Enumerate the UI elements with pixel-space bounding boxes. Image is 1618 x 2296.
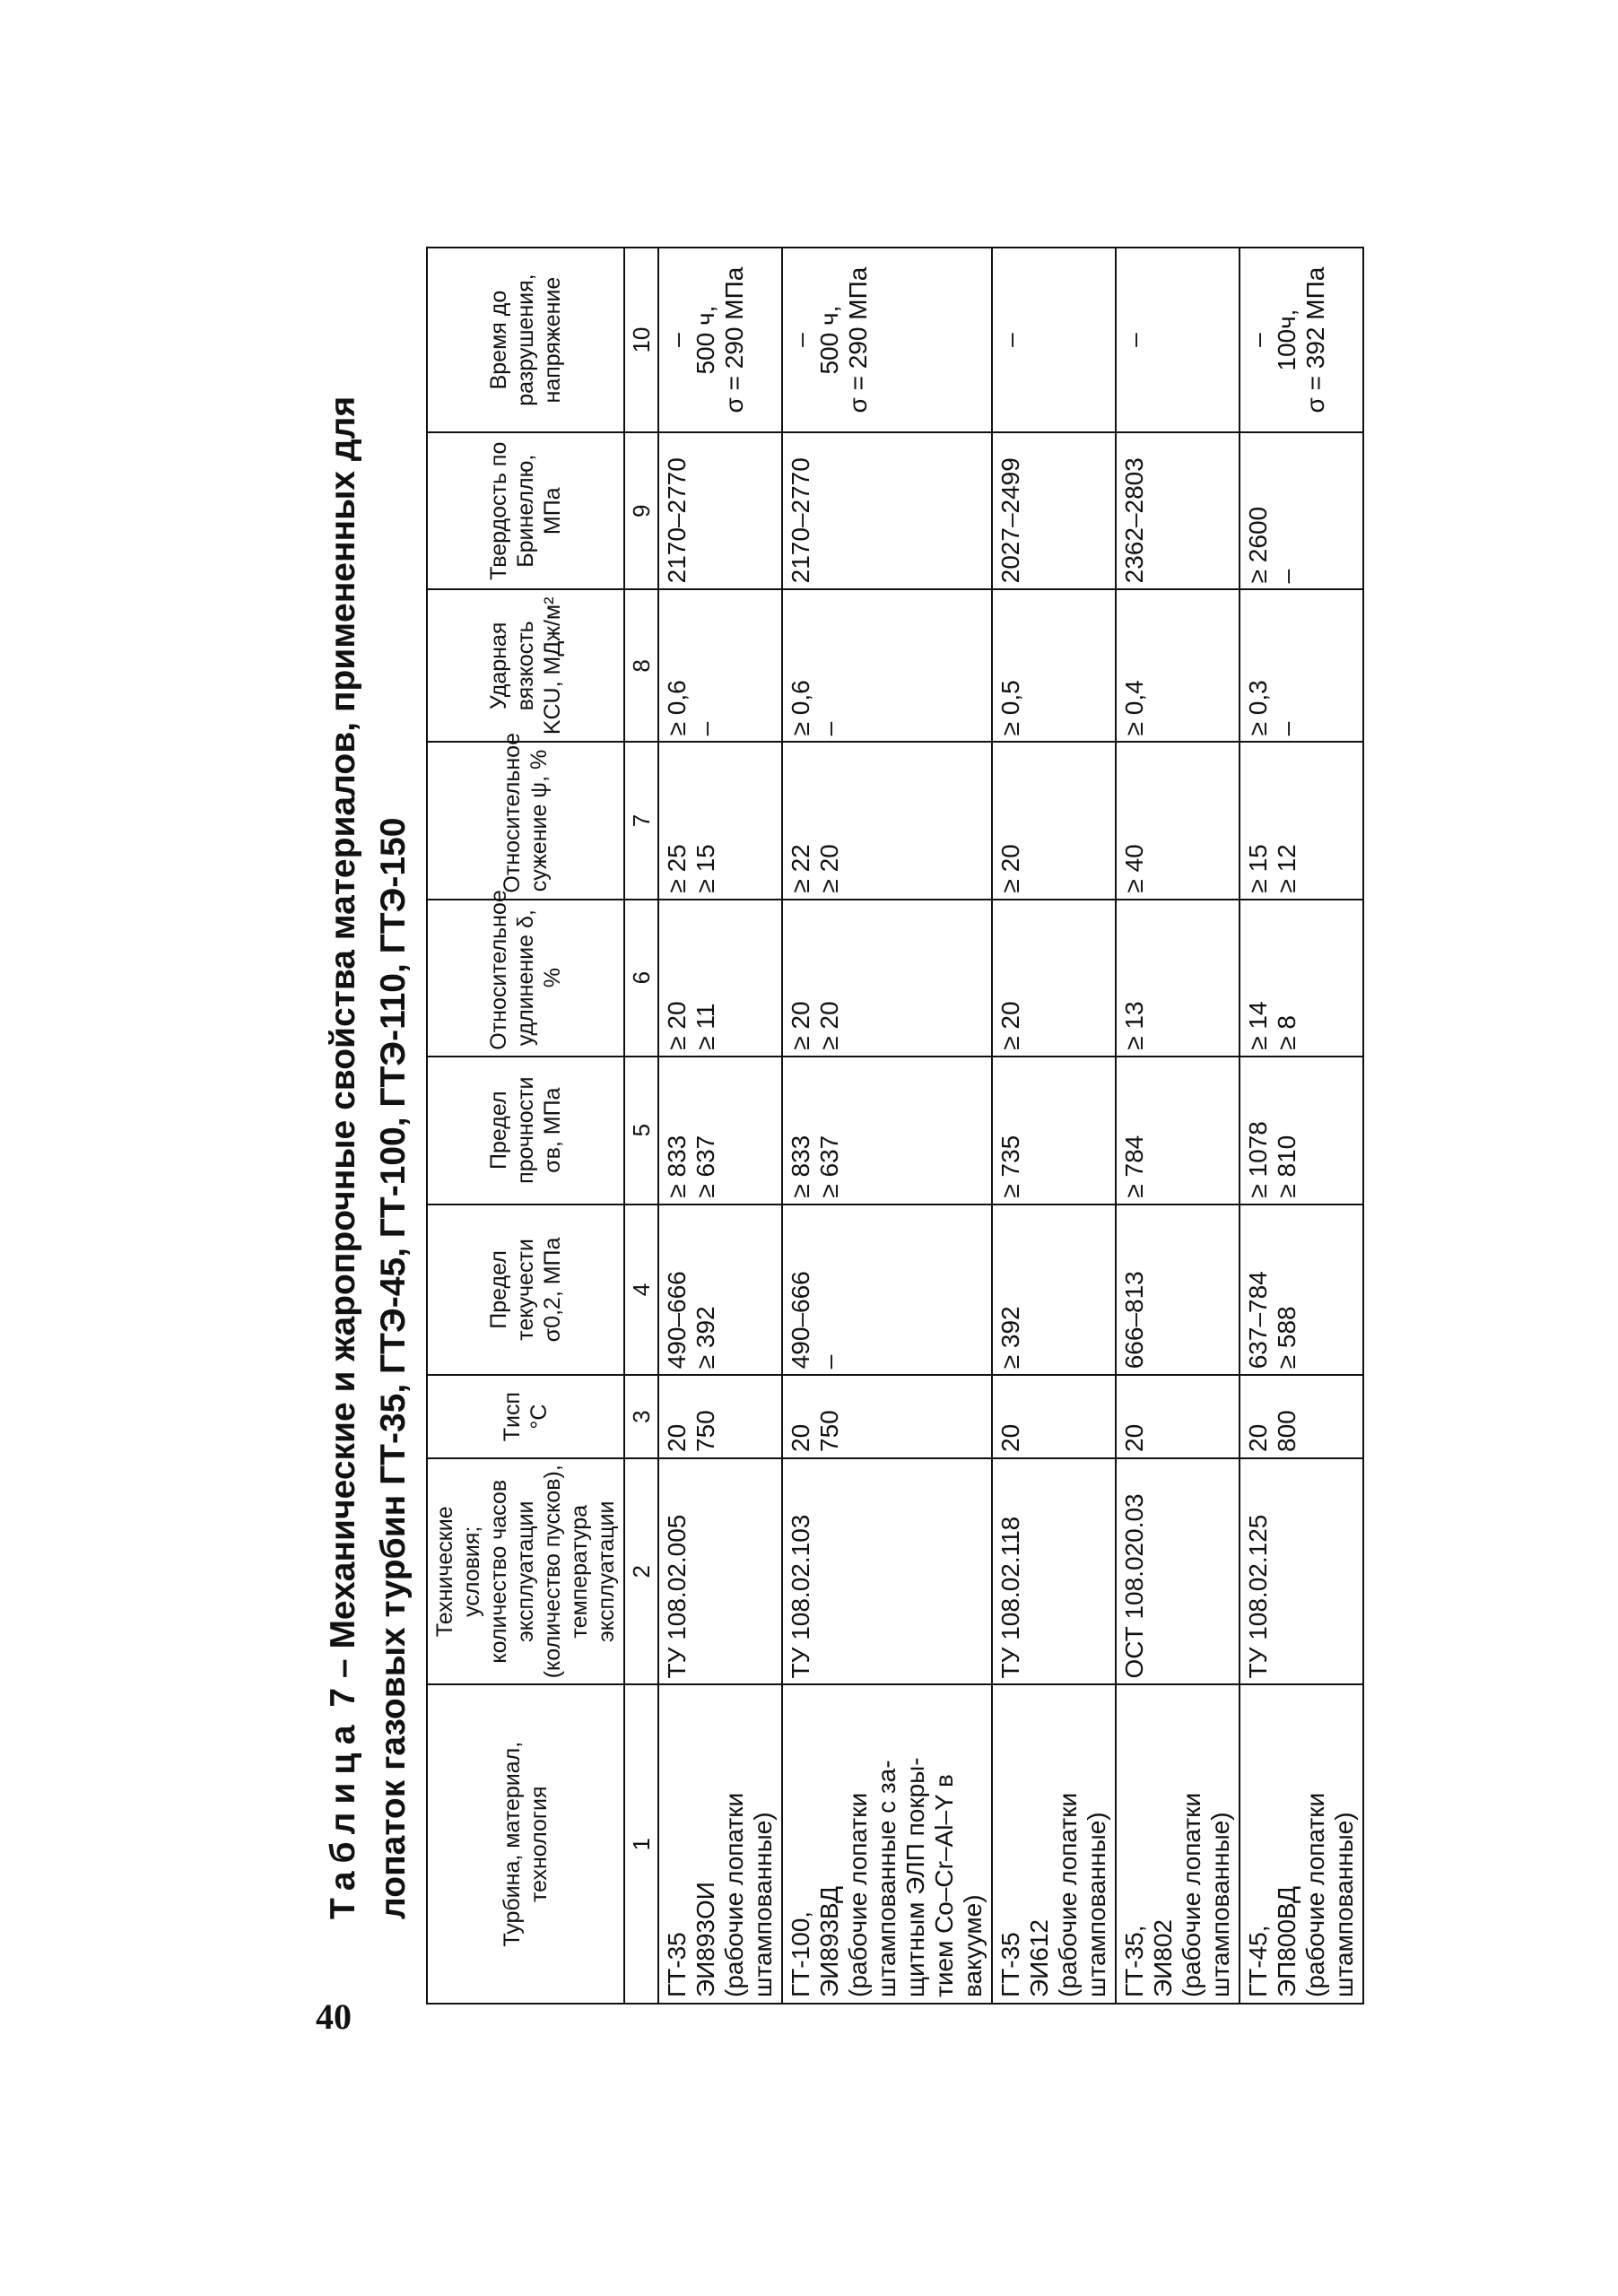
- cell-line: ЭП800ВД: [1273, 1886, 1300, 1997]
- table-cell: [1240, 1205, 1363, 1376]
- cell-line: ≥ 20: [996, 1001, 1024, 1050]
- table-cell: [658, 1057, 782, 1205]
- table-cell: [658, 900, 782, 1057]
- cell-line: ТУ 108.02.118: [996, 1516, 1024, 1679]
- cell-line: 637–784: [1244, 1271, 1272, 1370]
- cell-line: (рабочие лопатки: [720, 1792, 748, 1997]
- cell-line: ≥ 20: [787, 1001, 814, 1050]
- cell-line: 20: [1244, 1423, 1272, 1452]
- column-header: Ударная вязкость KCU, МДж/м²: [427, 589, 624, 742]
- cell-line: –: [1244, 333, 1272, 347]
- column-number: 3: [624, 1375, 658, 1458]
- cell-line: ≥ 637: [692, 1135, 719, 1198]
- cell-line: –: [1273, 721, 1300, 736]
- table-cell: [1116, 248, 1240, 432]
- table-cell: [782, 248, 992, 432]
- table-cell: [1240, 1057, 1363, 1205]
- table-cell: [658, 1684, 782, 2004]
- table-cell: [1240, 742, 1363, 899]
- table-cell: [1116, 1057, 1240, 1205]
- cell-line: ≥ 22: [787, 844, 814, 893]
- cell-line: ≥ 15: [1244, 844, 1272, 893]
- table-cell: [1240, 1684, 1363, 2004]
- column-number-row: [624, 248, 658, 2004]
- cell-line: 500 ч,: [692, 305, 719, 375]
- cell-line: ≥ 0,3: [1244, 680, 1272, 736]
- column-header: Твердость по Бринеллю, МПа: [427, 432, 624, 589]
- table-row: [782, 248, 992, 2004]
- cell-line: ≥ 20: [815, 1001, 843, 1050]
- cell-line: ТУ 108.02.103: [787, 1514, 814, 1679]
- cell-line: штампованные): [1083, 1812, 1110, 1997]
- caption-label: Таблица: [324, 1717, 362, 1919]
- caption-text: 7 – Механические и жаропрочные свойства материалов, примененных для лопаток газовых турбин ГТ-35, ГТЭ-45, ГТ-100, ГТЭ-110, ГТЭ-150: [324, 396, 413, 1919]
- cell-line: σ = 290 МПа: [720, 266, 748, 413]
- cell-line: штампованные): [1206, 1812, 1234, 1997]
- cell-line: ГТ-100,: [787, 1910, 814, 1997]
- cell-line: ≥ 0,5: [996, 680, 1024, 736]
- cell-line: –: [1120, 333, 1148, 347]
- table-cell: [658, 1205, 782, 1376]
- table-cell: [782, 432, 992, 589]
- cell-line: ≥ 8: [1273, 1015, 1300, 1050]
- column-number: 6: [624, 900, 658, 1057]
- table-cell: [1116, 1375, 1240, 1458]
- cell-line: –: [692, 721, 719, 736]
- table-cell: [1116, 589, 1240, 742]
- table-row: [658, 248, 782, 2004]
- table-cell: [1240, 900, 1363, 1057]
- cell-line: ГТ-45,: [1244, 1925, 1272, 1997]
- cell-line: 100ч,: [1273, 309, 1300, 371]
- cell-line: ГТ-35: [996, 1932, 1024, 1997]
- table-cell: [992, 1205, 1116, 1376]
- table-cell: [1116, 900, 1240, 1057]
- cell-line: ≥ 11: [692, 1003, 719, 1050]
- table-cell: [992, 900, 1116, 1057]
- cell-line: ≥ 14: [1244, 1001, 1272, 1050]
- cell-line: штампованные с за-: [873, 1760, 900, 1997]
- table-cell: [658, 1458, 782, 1684]
- column-number: 4: [624, 1205, 658, 1376]
- table-cell: [782, 1684, 992, 2004]
- rotated-table-block: [318, 247, 1618, 1997]
- cell-line: 2362–2803: [1120, 457, 1148, 584]
- cell-line: –: [815, 721, 843, 736]
- table-cell: [782, 1458, 992, 1684]
- column-header: Относительное удлинение δ, %: [427, 900, 624, 1057]
- table-cell: [1116, 742, 1240, 899]
- table-cell: [992, 432, 1116, 589]
- cell-line: –: [1273, 569, 1300, 584]
- cell-line: ≥ 20: [815, 844, 843, 893]
- table-cell: [1240, 1458, 1363, 1684]
- cell-line: ≥ 784: [1120, 1135, 1148, 1198]
- table-cell: [992, 742, 1116, 899]
- cell-line: –: [663, 333, 691, 347]
- table-cell: [658, 742, 782, 899]
- table-cell: [1240, 1375, 1363, 1458]
- table-cell: [658, 248, 782, 432]
- table-row: [1240, 248, 1363, 2004]
- cell-line: штампованные): [1330, 1812, 1358, 1997]
- cell-line: ≥ 15: [692, 844, 719, 893]
- cell-line: 2170–2770: [663, 457, 691, 584]
- table-cell: [1116, 432, 1240, 589]
- table-cell: [782, 742, 992, 899]
- cell-line: ТУ 108.02.005: [663, 1514, 691, 1679]
- table-cell: [782, 1057, 992, 1205]
- cell-line: 20: [787, 1423, 814, 1452]
- cell-line: 20: [663, 1423, 691, 1452]
- table-row: [1116, 248, 1240, 2004]
- page-number: 40: [316, 1996, 352, 2037]
- cell-line: ≥ 0,6: [787, 680, 814, 736]
- table-cell: [992, 1458, 1116, 1684]
- column-number: 2: [624, 1458, 658, 1684]
- table-cell: [782, 589, 992, 742]
- table-cell: [1240, 589, 1363, 742]
- column-number: 9: [624, 432, 658, 589]
- table-cell: [658, 1375, 782, 1458]
- cell-line: ≥ 810: [1273, 1135, 1300, 1198]
- cell-line: ≥ 12: [1273, 844, 1300, 893]
- cell-line: тием Co–Cr–Al–Y в: [930, 1774, 958, 1997]
- table-cell: [1116, 1684, 1240, 2004]
- table-cell: [782, 1205, 992, 1376]
- cell-line: ГТ-35,: [1120, 1925, 1148, 1997]
- header-row: [427, 248, 624, 2004]
- table-cell: [992, 248, 1116, 432]
- column-number: 7: [624, 742, 658, 899]
- column-header: Технические условия; количество часов эксплуатации (количество пусков), температура эксплуатации: [427, 1458, 624, 1684]
- cell-line: ≥ 392: [692, 1306, 719, 1370]
- cell-line: ГТ-35: [663, 1932, 691, 1997]
- cell-line: ≥ 20: [663, 1001, 691, 1050]
- cell-line: ЭИ893ВД: [815, 1886, 843, 1997]
- table-cell: [992, 1375, 1116, 1458]
- column-header: Предел прочности σв, МПа: [427, 1057, 624, 1205]
- cell-line: ≥ 1078: [1244, 1121, 1272, 1198]
- cell-line: ≥ 0,4: [1120, 680, 1148, 736]
- column-number: 5: [624, 1057, 658, 1205]
- cell-line: щитным ЭЛП покры-: [901, 1757, 929, 1997]
- cell-line: 750: [692, 1410, 719, 1452]
- column-header: Относительное сужение ψ, %: [427, 742, 624, 899]
- cell-line: ЭИ612: [1025, 1919, 1053, 1997]
- cell-line: ≥ 833: [787, 1135, 814, 1198]
- cell-line: –: [815, 1354, 843, 1370]
- table-cell: [1116, 1205, 1240, 1376]
- cell-line: ≥ 20: [996, 844, 1024, 893]
- cell-line: ЭИ893ОИ: [692, 1882, 719, 1997]
- column-header: Турбина, материал, технология: [427, 1684, 624, 2004]
- cell-line: ЭИ802: [1149, 1919, 1177, 1997]
- cell-line: σ = 392 МПа: [1301, 266, 1329, 413]
- cell-line: 2027–2499: [996, 457, 1024, 584]
- cell-line: (рабочие лопатки: [1301, 1792, 1329, 1997]
- table-cell: [992, 1684, 1116, 2004]
- cell-line: –: [787, 333, 814, 347]
- table-cell: [1240, 432, 1363, 589]
- table-cell: [658, 589, 782, 742]
- cell-line: 20: [996, 1423, 1024, 1452]
- cell-line: ≥ 833: [663, 1135, 691, 1198]
- cell-line: 666–813: [1120, 1271, 1148, 1370]
- table-cell: [1116, 1458, 1240, 1684]
- cell-line: 800: [1273, 1410, 1300, 1452]
- table-row: [992, 248, 1116, 2004]
- table-cell: [782, 900, 992, 1057]
- column-number: 1: [624, 1684, 658, 2004]
- cell-line: ≥ 392: [996, 1306, 1024, 1370]
- table-cell: [992, 1057, 1116, 1205]
- cell-line: 490–666: [787, 1271, 814, 1370]
- cell-line: ≥ 2600: [1244, 506, 1272, 584]
- cell-line: вакууме): [959, 1894, 987, 1997]
- cell-line: –: [996, 333, 1024, 347]
- properties-table: [426, 247, 1364, 2005]
- table-body: [658, 248, 1363, 2004]
- column-header: Tисп °C: [427, 1375, 624, 1458]
- cell-line: ≥ 40: [1120, 844, 1148, 893]
- table-cell: [1240, 248, 1363, 432]
- table-cell: [658, 432, 782, 589]
- cell-line: ≥ 13: [1120, 1001, 1148, 1050]
- cell-line: (рабочие лопатки: [844, 1792, 872, 1997]
- cell-line: ≥ 637: [815, 1135, 843, 1198]
- cell-line: 750: [815, 1410, 843, 1452]
- cell-line: ≥ 25: [663, 844, 691, 893]
- cell-line: ≥ 0,6: [663, 680, 691, 736]
- column-number: 10: [624, 248, 658, 432]
- table-cell: [782, 1375, 992, 1458]
- cell-line: ТУ 108.02.125: [1244, 1514, 1272, 1679]
- cell-line: (рабочие лопатки: [1054, 1792, 1082, 1997]
- cell-line: 20: [1120, 1423, 1148, 1452]
- cell-line: 500 ч,: [815, 305, 843, 375]
- column-header: Предел текучести σ0,2, МПа: [427, 1205, 624, 1376]
- column-header: Время до разрушения, напряжение: [427, 248, 624, 432]
- cell-line: (рабочие лопатки: [1178, 1792, 1205, 1997]
- cell-line: 490–666: [663, 1271, 691, 1370]
- cell-line: 2170–2770: [787, 457, 814, 584]
- cell-line: ≥ 588: [1273, 1306, 1300, 1370]
- table-cell: [992, 589, 1116, 742]
- table-caption: [318, 269, 419, 1919]
- cell-line: штампованные): [749, 1812, 777, 1997]
- column-number: 8: [624, 589, 658, 742]
- cell-line: ≥ 735: [996, 1135, 1024, 1198]
- cell-line: σ = 290 МПа: [844, 266, 872, 413]
- cell-line: ОСТ 108.020.03: [1120, 1493, 1148, 1679]
